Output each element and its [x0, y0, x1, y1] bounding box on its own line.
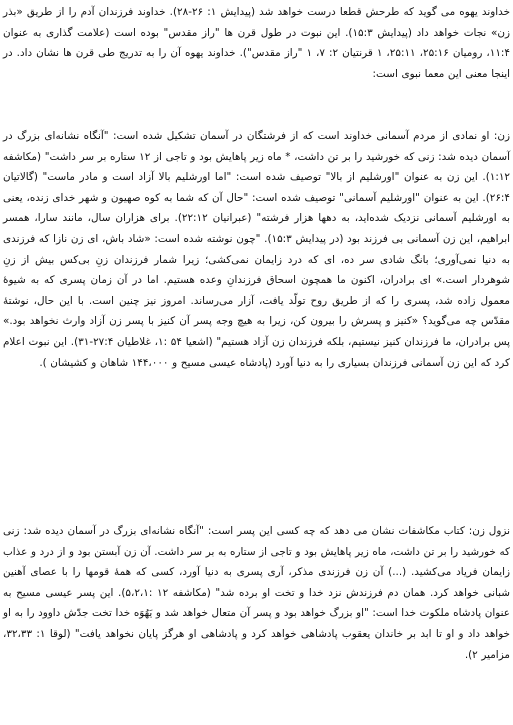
- paragraph-descent-of-woman: نزول زن: کتاب مکاشفات نشان می دهد که چه کسی این پسر است: "آنگاه نشانه‌ای بزرگ در آسمان دیده شد: زنی که خورشید را بر تن داشت، ماه زیر پاهایش بود و تاجی از ستاره به بر سر داشت. آن زن آبستن بود و از درد و عذاب زایمان فریاد می‌کشید. (...) آن زن فرزندی مذکر، آری پسری به دنیا آورد، کسی که همۀ قومها را با عصای آهنین شبانی خواهد کرد. همان دم فرزندش نزد خدا و تخت او برده شد" (مکاشفه ۱۲ :۵،۲،۱). این پسر عیسی مسیح به عنوان پادشاه ملکوت خدا است: "او بزرگ خواهد بود و پسر آن متعال خواهد شد و یَهُوَه خدا تخت جدّش داوود را به او خواهد داد و او تا ابد بر خاندان یعقوب پادشاهی خواهد کرد و پادشاهی او هرگز پایان نخواهد یافت" (لوقا ۱: ۳۲،۳۳، مزامیر ۲).: [3, 525, 510, 661]
- document-page: [3, 0, 510, 725]
- paragraph-intro: خداوند یهوه می گوید که طرحش قطعا درست خواهد شد (پیدایش ۱: ۲۶-۲۸). خداوند فرزندان آدم را از طریق «بذر زن» نجات خواهد داد (پیدایش ۱۵:۳). این نبوت در طول قرن ها "راز مقدس" بوده است (علامت گذاری به عنوان ۱۱:۴، رومیان ۲۵:۱۶، ۲۵:۱۱، ۱ قرنتیان ۲: ۷، ۱ "راز مقدس"). خداوند یهوه آن را به تدریج طی قرن ها نشان داد. در اینجا معنی این معما نبوی است:: [3, 6, 511, 80]
- paragraph-woman: زن: او نمادی از مردم آسمانی خداوند است که از فرشتگان در آسمان تشکیل شده است: "آنگاه نشانه‌ای بزرگ در آسمان دیده شد: زنی که خورشید را بر تن داشت، * ماه زیر پاهایش بود و تاجی از ۱۲ ستاره بر سر داشت" (مکاشفه ۱:۱۲). این زن به عنوان "اورشلیم از بالا" توصیف شده است: "اما اورشلیم بالا آزاد است و مادر ماست" (گالاتیان ۲۶:۴). این به عنوان "اورشلیم آسمانی" توصیف شده است: "حال آن که شما به کوه صهیون و شهر خدای زنده، یعنی به اورشلیم آسمانی نزدیک شده‌اید، به دهها هزار فرشته" (عبرانیان ۲۲:۱۲). برای هزاران سال، مانند سارا، همسر ابراهیم، این زن آسمانی بی فرزند بود (در پیدایش ۱۵:۳). "چون نوشته شده است: «شاد باش، ای زن نازا که فرزندی به دنیا نمی‌آوری؛ بانگ شادی سر ده، ای که درد زایمان نمی‌کشی؛ زیرا شمار فرزندان زنِ بی‌کس بیش از زنِ شوهردار است.» ای برادران، اکنون ما همچون اسحاق فرزندانِ وعده هستیم. اما در آن زمان پسری که به شیوۀ معمول زاده شد، پسری را که از طریق روح تولّد یافت، آزار می‌رساند. امروز نیز چنین است. با این حال، نوشتۀ مقدّس چه می‌گوید؟ «کنیز و پسرش را بیرون کن، زیرا به هیچ وجه پسر آن کنیز با پسر زن آزاد وارث نخواهد بود.» پس برادران، ما فرزندان کنیز نیستیم، بلکه فرزندان زن آزاد هستیم" (اشعیا ۵۴ :۱، غلاطیان ۲۷:۴-۳۱). این نبوت اعلام کرد که این زن آسمانی فرزندان بسیاری را به دنیا آورد (پادشاه عیسی مسیح و ۱۴۴،۰۰۰ شاهان و کشیشان ).: [3, 130, 510, 369]
